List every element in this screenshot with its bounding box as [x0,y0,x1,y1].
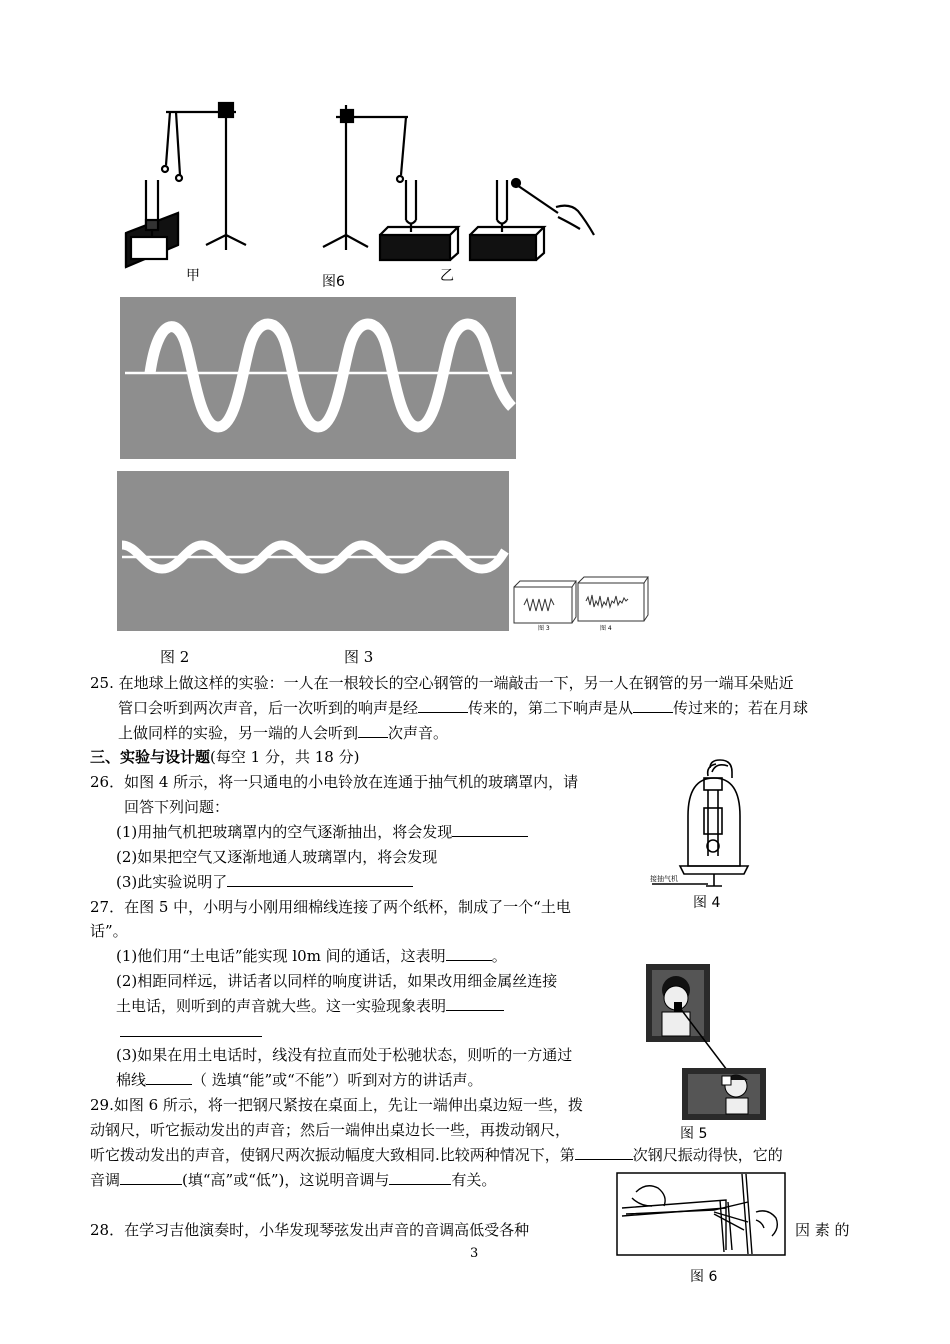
section3-heading: 三、实验与设计题(每空 1 分，共 18 分) [90,748,360,766]
fig3-caption: 图 3 [344,648,374,666]
q26-item1: (1)用抽气机把玻璃罩内的空气逐渐抽出，将会发现 [116,821,528,843]
q27-line1: 27．在图 5 中，小明与小刚用细棉线连接了两个纸杯，制成了一个“土电 [90,898,571,916]
fig5-string-telephone-illustration [640,962,770,1122]
small-fig-caption-2: 图 4 [600,625,612,632]
fig6-bottom-caption: 图 6 [690,1269,718,1285]
q26-line1: 26．如图 4 所示，将一只通电的小电铃放在连通于抽气机的玻璃罩内，请 [90,773,579,791]
q27-line2: 话”。 [90,922,128,940]
fig6-ruler-illustration [616,1172,786,1256]
q27-blank-2-continuation[interactable] [120,1036,262,1037]
q29-blank-1[interactable] [575,1144,633,1160]
small-fig-caption-1: 图 3 [538,625,550,632]
small-monitors-figure [512,575,652,635]
q26-blank-3[interactable] [227,871,413,887]
q29-line2: 动钢尺，听它振动发出的声音；然后一端伸出桌边长一些，再拨动钢尺， [90,1121,571,1139]
oscilloscope-waveform-large [120,297,516,459]
q27-blank-3[interactable] [146,1069,192,1085]
fig4-pump-label: 接抽气机 [650,875,678,883]
q28-line1-start: 28．在学习吉他演奏时，小华发现琴弦发出声音的音调高低受各种 [90,1221,530,1239]
q25-line2: 管口会听到两次声音，后一次听到的响声是经 传来的，第二下响声是从 传过来的；若在月球 [118,699,809,717]
q26-item2: (2)如果把空气又逐渐地通人玻璃罩内，将会发现 [116,848,438,866]
fig6-top-illustration [118,95,598,290]
q27-item1: (1)他们用“土电话”能实现 l0m 间的通话，这表明 。 [116,947,507,965]
q28-line1-end: 因 素 的 [795,1221,850,1239]
q27-item2-line1: (2)相距同样远，讲话者以同样的响度讲话，如果改用细金属丝连接 [116,972,558,990]
fig6-label-yi: 乙 [440,268,454,284]
q25-line3: 上做同样的实验，另一端的人会听到 次声音。 [118,724,449,742]
q27-blank-1[interactable] [446,945,492,961]
q27-blank-2[interactable] [446,995,504,1011]
q29-line4: 音调 (填“高”或“低”)，这说明音调与 有关。 [90,1171,497,1189]
page-number: 3 [470,1246,479,1261]
q27-item3-line1: (3)如果在用土电话时，线没有拉直而处于松驰状态，则听的一方通过 [116,1046,573,1064]
fig4-bell-jar-illustration [650,758,750,893]
q27-item2-line2: 土电话，则听到的声音就大些。这一实验现象表明 [116,995,504,1017]
q25-blank-2[interactable] [633,697,673,713]
q25-line1: 25. 在地球上做这样的实验：一人在一根较长的空心钢管的一端敲击一下，另一人在钢管的另一端耳朵贴近 [90,674,794,692]
q29-blank-2[interactable] [120,1169,182,1185]
q25-blank-3[interactable] [358,722,388,738]
fig6-top-caption: 图6 [322,274,345,290]
fig5-caption: 图 5 [680,1126,708,1142]
q26-blank-1[interactable] [452,821,528,837]
q25-blank-1[interactable] [418,697,468,713]
oscilloscope-waveform-small-amplitude [117,471,509,631]
q27-item3-line2: 棉线 （ 选填“能”或“不能”）听到对方的讲话声。 [116,1071,483,1089]
q26-item3: (3)此实验说明了 [116,871,413,893]
fig2-caption: 图 2 [160,648,190,666]
q26-line2: 回答下列问题： [124,798,230,816]
q29-blank-3[interactable] [389,1169,451,1185]
q29-line1: 29.如图 6 所示，将一把钢尺紧按在桌面上，先让一端伸出桌边短一些，拨 [90,1096,583,1114]
fig4-caption: 图 4 [693,895,721,911]
q29-line3: 听它拨动发出的声音，使钢尺两次振动幅度大致相同.比较两种情况下，第 次钢尺振动得快，它的 [90,1146,783,1164]
fig6-label-jia: 甲 [186,268,200,284]
